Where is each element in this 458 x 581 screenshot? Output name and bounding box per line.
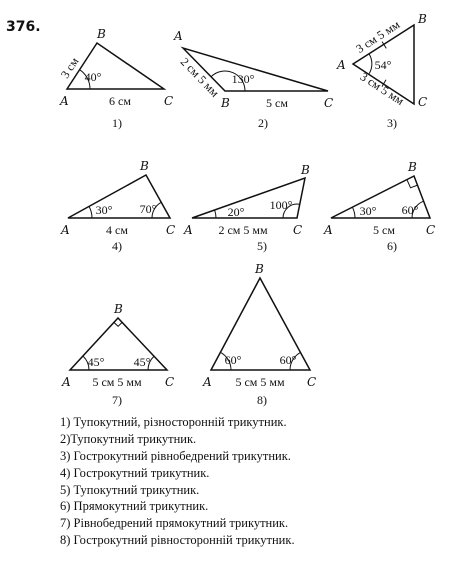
triangle-7-angle-a-measure: 45° bbox=[87, 355, 105, 369]
triangle-3-side-ab-length: 3 см 5 мм bbox=[353, 17, 403, 56]
triangle-2 bbox=[173, 29, 333, 130]
triangle-2-side-bc-length: 5 см bbox=[266, 96, 288, 110]
triangle-1-vertex-c: C bbox=[164, 94, 174, 108]
triangle-2-vertex-b: B bbox=[221, 96, 230, 110]
triangle-8-angle-a-measure: 60° bbox=[224, 353, 242, 367]
triangle-2-vertex-a: A bbox=[174, 29, 183, 43]
exercise-number: 376. bbox=[6, 19, 41, 35]
triangle-1-side-ac-length: 6 см bbox=[109, 94, 131, 108]
triangle-8-vertex-c: C bbox=[307, 375, 317, 389]
answer-3: 3) Гострокутний рівнобедрений трикутник. bbox=[60, 449, 291, 463]
triangle-3-side-ac-length: 3 см 5 мм bbox=[357, 69, 407, 108]
triangle-3-angle-a-measure: 54° bbox=[374, 58, 392, 72]
answer-6: 6) Прямокутний трикутник. bbox=[60, 499, 209, 513]
triangle-1-vertex-b: B bbox=[97, 27, 106, 41]
answer-4: 4) Гострокутний трикутник. bbox=[60, 466, 210, 480]
answer-8: 8) Гострокутний рівносторонній трикутник. bbox=[60, 533, 295, 547]
triangle-7-vertex-a: A bbox=[62, 375, 71, 389]
triangle-2-vertex-c: C bbox=[324, 96, 334, 110]
triangle-6-caption: 6) bbox=[387, 239, 397, 253]
triangle-7 bbox=[61, 302, 174, 407]
triangle-5-angle-a-arc bbox=[215, 210, 216, 218]
triangle-5-side-ac-length: 2 см 5 мм bbox=[218, 223, 268, 237]
triangle-6 bbox=[323, 160, 435, 253]
answer-5: 5) Тупокутний трикутник. bbox=[60, 483, 200, 497]
triangle-6-vertex-b: B bbox=[408, 160, 417, 174]
triangle-5 bbox=[183, 163, 310, 253]
triangle-5-angle-c-measure: 100° bbox=[269, 198, 293, 212]
answer-7: 7) Рівнобедрений прямокутний трикутник. bbox=[60, 516, 289, 530]
triangle-2-caption: 2) bbox=[258, 116, 268, 130]
triangle-1 bbox=[58, 27, 173, 130]
triangle-6-angle-a-measure: 30° bbox=[359, 204, 377, 218]
triangle-8-side-ac-length: 5 см 5 мм bbox=[235, 375, 285, 389]
triangle-3 bbox=[336, 12, 427, 130]
triangle-8-angle-c-measure: 60° bbox=[279, 353, 297, 367]
triangle-4 bbox=[60, 159, 175, 253]
triangle-6-vertex-c: C bbox=[426, 223, 436, 237]
triangle-3-vertex-a: A bbox=[337, 58, 346, 72]
triangle-1-angle-a-measure: 40° bbox=[84, 70, 102, 84]
triangle-6-angle-c-measure: 60° bbox=[401, 203, 419, 217]
triangle-8-caption: 8) bbox=[257, 393, 267, 407]
triangle-3-vertex-b: B bbox=[418, 12, 427, 26]
triangle-1-side-ab-length: 3 см bbox=[57, 54, 82, 81]
answer-list bbox=[60, 415, 295, 547]
triangle-4-side-ac-length: 4 см bbox=[106, 223, 128, 237]
triangle-4-angle-a-measure: 30° bbox=[95, 203, 113, 217]
triangle-3-caption: 3) bbox=[387, 116, 397, 130]
triangle-1-caption: 1) bbox=[112, 116, 122, 130]
triangle-8-vertex-a: A bbox=[203, 375, 212, 389]
triangle-5-caption: 5) bbox=[257, 239, 267, 253]
triangle-4-angle-a-arc bbox=[89, 206, 92, 218]
triangle-5-vertex-a: A bbox=[184, 223, 193, 237]
triangle-3-vertex-c: C bbox=[418, 95, 428, 109]
triangle-7-vertex-b: B bbox=[114, 302, 123, 316]
triangle-1-vertex-a: A bbox=[60, 94, 69, 108]
triangle-4-caption: 4) bbox=[112, 239, 122, 253]
triangle-4-angle-c-measure: 70° bbox=[139, 202, 157, 216]
triangle-8 bbox=[202, 262, 316, 407]
triangle-4-vertex-c: C bbox=[166, 223, 176, 237]
triangle-6-vertex-a: A bbox=[324, 223, 333, 237]
answer-1: 1) Тупокутний, різносторонній трикутник. bbox=[60, 415, 287, 429]
triangle-3-angle-a-arc bbox=[369, 54, 372, 74]
triangle-4-vertex-b: B bbox=[140, 159, 149, 173]
triangle-2-angle-b-measure: 130° bbox=[231, 72, 255, 86]
triangle-7-angle-c-measure: 45° bbox=[133, 355, 151, 369]
triangle-2-side-ab-length: 2 см 5 мм bbox=[177, 54, 222, 100]
answer-2: 2)Тупокутний трикутник. bbox=[60, 432, 197, 446]
triangle-5-angle-a-measure: 20° bbox=[227, 205, 245, 219]
triangle-5-vertex-c: C bbox=[293, 223, 303, 237]
triangle-6-side-ac-length: 5 см bbox=[373, 223, 395, 237]
triangle-7-vertex-c: C bbox=[165, 375, 175, 389]
triangle-5-vertex-b: B bbox=[301, 163, 310, 177]
triangle-7-side-ac-length: 5 см 5 мм bbox=[92, 375, 142, 389]
triangle-1-outline bbox=[67, 43, 164, 89]
triangle-7-caption: 7) bbox=[112, 393, 122, 407]
triangle-7-right-angle-mark bbox=[114, 322, 122, 326]
triangle-6-angle-a-arc bbox=[352, 207, 355, 218]
triangle-4-vertex-a: A bbox=[61, 223, 70, 237]
triangle-8-vertex-b: B bbox=[255, 262, 264, 276]
